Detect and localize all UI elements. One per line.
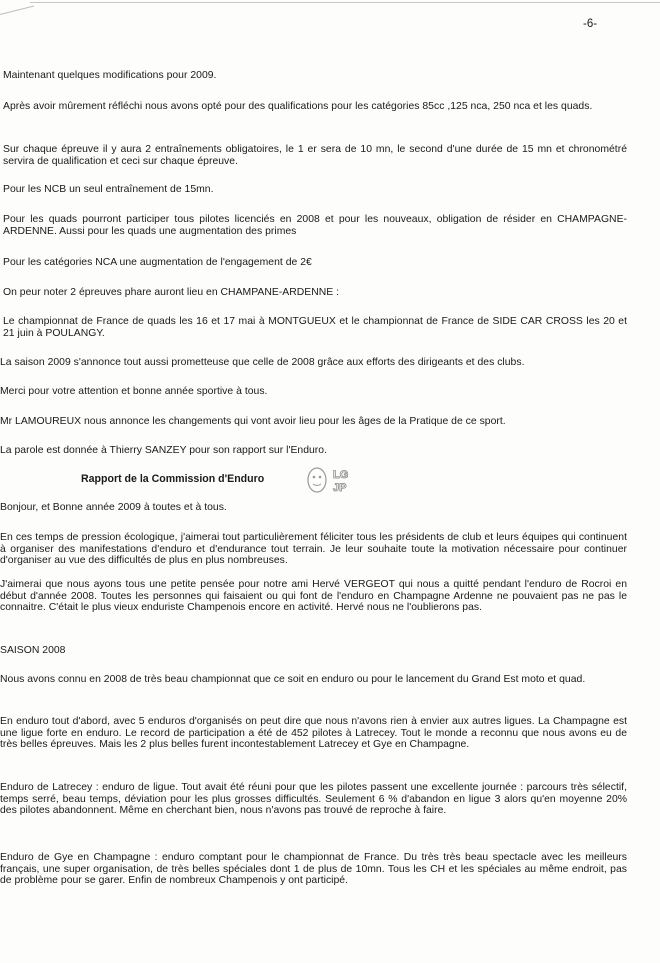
page-number: -6- xyxy=(583,18,598,30)
paragraph-enduro-ligues: En enduro tout d'abord, avec 5 enduros d'organisés on peut dire que nous n'avons rien à envier aux autres ligues. La Champagne est une ligue forte en enduro. Le record de participation a été de 452 pilotes à Latrecey. Tout le monde a reconnu que nous avons eu de très belles épreuves. Mais les 2 plus belles furent incontestablement Latrecey et Gye en Champagne. xyxy=(0,716,627,750)
paragraph-herve-vergeot: J'aimerai que nous ayons tous une petite pensée pour notre ami Hervé VERGEOT qui nous a quitté pendant l'enduro de Rocroi en début d'année 2008. Toutes les personnes qui faisaient ou qui font de l'enduro en Champagne Ardenne ne pouvaient pas ne pas le connaitre. C'était le plus vieux enduriste Champenois encore en activité. Hervé nous ne l'oublierons pas. xyxy=(0,579,627,613)
paragraph-remerciements: Merci pour votre attention et bonne année sportive à tous. xyxy=(0,386,268,397)
svg-text:LG: LG xyxy=(333,469,349,481)
section-saison-2008: SAISON 2008 xyxy=(0,645,66,656)
paragraph-epreuves-phare: On peur noter 2 épreuves phare auront lieu en CHAMPANE-ARDENNE : xyxy=(3,287,340,298)
paragraph-nca: Pour les catégories NCA une augmentation de l'engagement de 2€ xyxy=(3,257,312,268)
paragraph-bonjour: Bonjour, et Bonne année 2009 à toutes et à tous. xyxy=(0,502,227,513)
paragraph-quads: Pour les quads pourront participer tous pilotes licenciés en 2008 et pour les nouveaux, obligation de résider en CHAMPAGNE-ARDENNE. Aussi pour les quads une augmentation des primes xyxy=(3,214,627,237)
paragraph-enduro-latrecey: Enduro de Latrecey : enduro de ligue. Tout avait été réuni pour que les pilotes passent une excellente journée : parcours très sélectif, temps serré, beau temps, déviation pour les plus grosses difficultés. Seulement 6 % d'abandon en ligue 3 alors qu'en moyenne 20% des pilotes abandonnent. Même en cherchant bien, nous n'avons pas trouvé de reproche à faire. xyxy=(0,782,627,816)
commission-enduro-heading: Rapport de la Commission d'Enduro xyxy=(81,473,265,485)
paragraph-pression-ecologique: En ces temps de pression écologique, j'aimerai tout particulièrement féliciter tous les présidents de club et leurs équipes qui continuent à organiser des manifestations d'enduro et d'endurance tout terrain. Je leur souhaite toute la motivation nécessaire pour continuer d'organiser au vue des difficultés de plus en plus nombreuses. xyxy=(0,532,627,566)
paragraph-lamoureux: Mr LAMOUREUX nous annonce les changements qui vont avoir lieu pour les âges de la Pratique de ce sport. xyxy=(0,416,506,427)
paragraph-qualifications: Après avoir mûrement réfléchi nous avons opté pour des qualifications pour les catégories 85cc ,125 nca, 250 nca et les quads. xyxy=(3,101,593,112)
paragraph-modifications-intro: Maintenant quelques modifications pour 2009. xyxy=(3,70,217,81)
paragraph-ncb: Pour les NCB un seul entraînement de 15mn. xyxy=(3,184,214,195)
paragraph-championnat-2008: Nous avons connu en 2008 de très beau championnat que ce soit en enduro ou pour le lancement du Grand Est moto et quad. xyxy=(0,674,586,685)
paragraph-enduro-gye: Enduro de Gye en Champagne : enduro comptant pour le championnat de France. Du très très beau spectacle avec les meilleurs français, une super organisation, de très belles spéciales dont 1 de plus de 10mn. Tous les CH et les spéciales au même endroit, pas de problème pour se garer. Enfin de nombreux Champenois y ont participé. xyxy=(0,852,627,886)
paragraph-entrainements: Sur chaque épreuve il y aura 2 entraînements obligatoires, le 1 er sera de 10 mn, le second d'une durée de 15 mn et chronométré servira de qualification et ceci sur chaque épreuve. xyxy=(3,144,627,167)
paragraph-sanzey: La parole est donnée à Thierry SANZEY pour son rapport sur l'Enduro. xyxy=(0,445,327,456)
paragraph-saison-2009: La saison 2009 s'annonce tout aussi prometteuse que celle de 2008 grâce aux efforts des dirigeants et des clubs. xyxy=(0,357,525,368)
scan-edge-line xyxy=(30,2,660,3)
paragraph-championnats: Le championnat de France de quads les 16 et 17 mai à MONTGUEUX et le championnat de France de SIDE CAR CROSS les 20 et 21 juin à POULANGY. xyxy=(3,316,627,339)
svg-text:JP: JP xyxy=(333,482,347,494)
page-corner-fold xyxy=(0,0,34,15)
lgjp-stamp xyxy=(304,464,356,494)
